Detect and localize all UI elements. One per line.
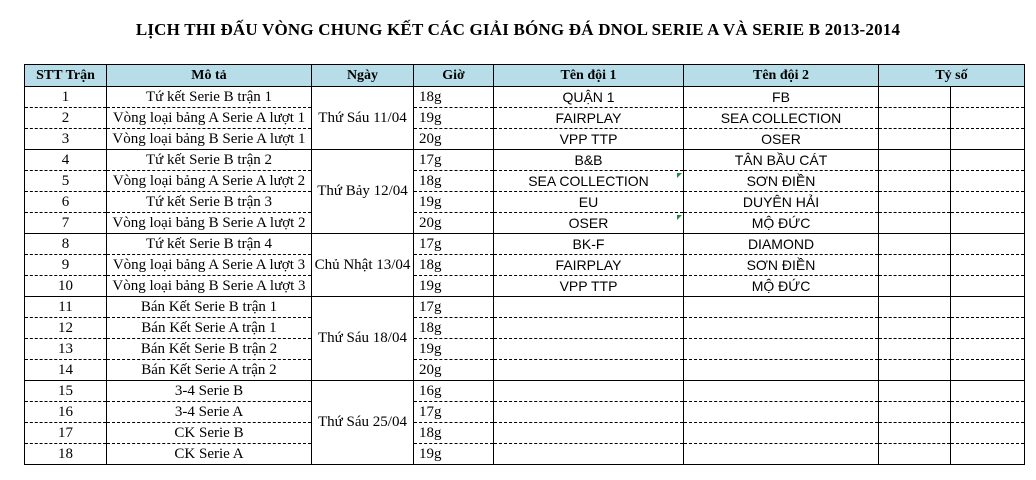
cell-time[interactable]: 18g xyxy=(414,255,494,276)
cell-team-2[interactable]: MỘ ĐỨC xyxy=(684,213,879,234)
cell-team-1[interactable] xyxy=(494,444,684,465)
cell-score-2[interactable] xyxy=(951,402,1025,423)
cell-score-1[interactable] xyxy=(879,444,951,465)
header-description: Mô tả xyxy=(107,65,312,87)
cell-team-1[interactable]: BK-F xyxy=(494,234,684,255)
cell-team-2[interactable] xyxy=(684,423,879,444)
cell-team-2[interactable]: DUYÊN HẢI xyxy=(684,192,879,213)
table-row xyxy=(25,276,1025,297)
cell-score-1[interactable] xyxy=(879,150,951,171)
cell-time[interactable]: 19g xyxy=(414,444,494,465)
cell-time[interactable]: 17g xyxy=(414,402,494,423)
cell-score-2[interactable] xyxy=(951,423,1025,444)
cell-team-2[interactable]: DIAMOND xyxy=(684,234,879,255)
cell-description[interactable]: Bán Kết Serie A trận 2 xyxy=(107,360,312,381)
cell-team-2[interactable]: MỘ ĐỨC xyxy=(684,276,879,297)
cell-score-2[interactable] xyxy=(951,171,1025,192)
cell-score-2[interactable] xyxy=(951,381,1025,402)
table-row xyxy=(25,339,1025,360)
cell-score-2[interactable] xyxy=(951,444,1025,465)
cell-stt[interactable]: 8 xyxy=(25,234,107,255)
cell-description[interactable]: Bán Kết Serie B trận 2 xyxy=(107,339,312,360)
cell-score-2[interactable] xyxy=(951,234,1025,255)
table-row xyxy=(25,234,1025,255)
cell-score-2[interactable] xyxy=(951,192,1025,213)
cell-description[interactable]: Tứ kết Serie B trận 3 xyxy=(107,192,312,213)
cell-time[interactable]: 20g xyxy=(414,129,494,150)
cell-time[interactable]: 17g xyxy=(414,234,494,255)
cell-team-2[interactable] xyxy=(684,381,879,402)
cell-stt[interactable]: 5 xyxy=(25,171,107,192)
header-stt: STT Trận xyxy=(25,65,107,87)
header-team-1: Tên đội 1 xyxy=(494,65,684,87)
cell-description[interactable]: Bán Kết Serie B trận 1 xyxy=(107,297,312,318)
cell-score-2[interactable] xyxy=(951,339,1025,360)
cell-time[interactable]: 18g xyxy=(414,87,494,108)
cell-score-2[interactable] xyxy=(951,360,1025,381)
comment-marker-icon[interactable] xyxy=(677,215,682,220)
table-row xyxy=(25,129,1025,150)
table-row xyxy=(25,423,1025,444)
cell-team-2[interactable]: TÂN BẦU CÁT xyxy=(684,150,879,171)
cell-description[interactable]: Tứ kết Serie B trận 1 xyxy=(107,87,312,108)
cell-description[interactable]: Vòng loại bảng B Serie A lượt 1 xyxy=(107,129,312,150)
cell-score-1[interactable] xyxy=(879,213,951,234)
cell-stt[interactable]: 14 xyxy=(25,360,107,381)
cell-team-1[interactable] xyxy=(494,318,684,339)
cell-date[interactable]: Chủ Nhật 13/04 xyxy=(312,234,414,297)
cell-description[interactable]: CK Serie B xyxy=(107,423,312,444)
cell-score-1[interactable] xyxy=(879,192,951,213)
cell-team-1[interactable]: B&B xyxy=(494,150,684,171)
cell-stt[interactable]: 13 xyxy=(25,339,107,360)
cell-score-2[interactable] xyxy=(951,129,1025,150)
cell-score-1[interactable] xyxy=(879,129,951,150)
cell-time[interactable]: 20g xyxy=(414,360,494,381)
cell-score-2[interactable] xyxy=(951,276,1025,297)
cell-score-1[interactable] xyxy=(879,276,951,297)
table-row xyxy=(25,255,1025,276)
cell-stt[interactable]: 12 xyxy=(25,318,107,339)
cell-time[interactable]: 19g xyxy=(414,276,494,297)
cell-description[interactable]: Vòng loại bảng B Serie A lượt 3 xyxy=(107,276,312,297)
cell-stt[interactable]: 3 xyxy=(25,129,107,150)
cell-team-1[interactable] xyxy=(494,381,684,402)
cell-score-2[interactable] xyxy=(951,87,1025,108)
schedule-table xyxy=(24,64,1025,465)
cell-team-1[interactable]: VPP TTP xyxy=(494,276,684,297)
cell-team-2[interactable]: SƠN ĐIỀN xyxy=(684,255,879,276)
cell-team-2[interactable]: SEA COLLECTION xyxy=(684,108,879,129)
cell-description[interactable]: Vòng loại bảng A Serie A lượt 2 xyxy=(107,171,312,192)
cell-team-1[interactable] xyxy=(494,339,684,360)
cell-score-1[interactable] xyxy=(879,423,951,444)
cell-stt[interactable]: 7 xyxy=(25,213,107,234)
header-date: Ngày xyxy=(312,65,414,87)
cell-stt[interactable]: 15 xyxy=(25,381,107,402)
comment-marker-icon[interactable] xyxy=(677,173,682,178)
cell-team-2[interactable] xyxy=(684,360,879,381)
cell-time[interactable]: 17g xyxy=(414,297,494,318)
cell-time[interactable]: 20g xyxy=(414,213,494,234)
cell-date[interactable]: Thứ Sáu 11/04 xyxy=(312,87,414,150)
cell-team-2[interactable] xyxy=(684,339,879,360)
cell-time[interactable]: 18g xyxy=(414,318,494,339)
cell-team-1[interactable]: FAIRPLAY xyxy=(494,108,684,129)
cell-time[interactable]: 19g xyxy=(414,108,494,129)
cell-team-1[interactable]: QUẬN 1 xyxy=(494,87,684,108)
cell-team-2[interactable] xyxy=(684,444,879,465)
cell-time[interactable]: 16g xyxy=(414,381,494,402)
cell-score-1[interactable] xyxy=(879,339,951,360)
table-row xyxy=(25,171,1025,192)
cell-stt[interactable]: 16 xyxy=(25,402,107,423)
table-body xyxy=(25,87,1025,465)
cell-score-1[interactable] xyxy=(879,360,951,381)
cell-score-2[interactable] xyxy=(951,255,1025,276)
table-row xyxy=(25,108,1025,129)
cell-time[interactable]: 19g xyxy=(414,339,494,360)
header-time: Giờ xyxy=(414,65,494,87)
cell-team-1[interactable]: FAIRPLAY xyxy=(494,255,684,276)
cell-team-2[interactable] xyxy=(684,318,879,339)
cell-team-2[interactable]: FB xyxy=(684,87,879,108)
table-row xyxy=(25,150,1025,171)
cell-stt[interactable]: 6 xyxy=(25,192,107,213)
header-team-2: Tên đội 2 xyxy=(684,65,879,87)
cell-score-1[interactable] xyxy=(879,255,951,276)
cell-stt[interactable]: 1 xyxy=(25,87,107,108)
table-row xyxy=(25,213,1025,234)
cell-score-1[interactable] xyxy=(879,318,951,339)
cell-date[interactable]: Thứ Sáu 18/04 xyxy=(312,297,414,381)
cell-team-1[interactable] xyxy=(494,423,684,444)
cell-score-2[interactable] xyxy=(951,213,1025,234)
cell-date[interactable]: Thứ Bảy 12/04 xyxy=(312,150,414,234)
cell-team-1[interactable]: VPP TTP xyxy=(494,129,684,150)
table-row xyxy=(25,360,1025,381)
cell-team-1[interactable]: SEA COLLECTION xyxy=(494,171,684,192)
cell-team-1[interactable]: OSER xyxy=(494,213,684,234)
cell-score-2[interactable] xyxy=(951,150,1025,171)
cell-score-1[interactable] xyxy=(879,297,951,318)
cell-team-1[interactable] xyxy=(494,360,684,381)
cell-description[interactable]: CK Serie A xyxy=(107,444,312,465)
cell-description[interactable]: Tứ kết Serie B trận 4 xyxy=(107,234,312,255)
cell-score-1[interactable] xyxy=(879,108,951,129)
cell-time[interactable]: 17g xyxy=(414,150,494,171)
cell-score-1[interactable] xyxy=(879,234,951,255)
cell-time[interactable]: 19g xyxy=(414,192,494,213)
cell-stt[interactable]: 9 xyxy=(25,255,107,276)
table-row xyxy=(25,381,1025,402)
cell-stt[interactable]: 17 xyxy=(25,423,107,444)
cell-stt[interactable]: 10 xyxy=(25,276,107,297)
cell-description[interactable]: Vòng loại bảng B Serie A lượt 2 xyxy=(107,213,312,234)
cell-score-1[interactable] xyxy=(879,171,951,192)
cell-description[interactable]: 3-4 Serie A xyxy=(107,402,312,423)
cell-score-1[interactable] xyxy=(879,402,951,423)
cell-time[interactable]: 18g xyxy=(414,171,494,192)
header-score: Tỷ số xyxy=(879,65,1025,87)
table-header xyxy=(25,65,1025,87)
cell-score-1[interactable] xyxy=(879,87,951,108)
cell-description[interactable]: 3-4 Serie B xyxy=(107,381,312,402)
cell-team-2[interactable]: OSER xyxy=(684,129,879,150)
table-row xyxy=(25,318,1025,339)
cell-description[interactable]: Tứ kết Serie B trận 2 xyxy=(107,150,312,171)
page-title: LỊCH THI ĐẤU VÒNG CHUNG KẾT CÁC GIẢI BÓNG ĐÁ DNOL SERIE A VÀ SERIE B 2013-2014 xyxy=(135,20,901,39)
cell-description[interactable]: Bán Kết Serie A trận 1 xyxy=(107,318,312,339)
cell-team-2[interactable] xyxy=(684,402,879,423)
cell-description[interactable]: Vòng loại bảng A Serie A lượt 3 xyxy=(107,255,312,276)
cell-score-2[interactable] xyxy=(951,318,1025,339)
cell-stt[interactable]: 2 xyxy=(25,108,107,129)
table-row xyxy=(25,402,1025,423)
table-row xyxy=(25,87,1025,108)
cell-stt[interactable]: 18 xyxy=(25,444,107,465)
table-row xyxy=(25,297,1025,318)
cell-team-1[interactable] xyxy=(494,297,684,318)
cell-score-2[interactable] xyxy=(951,108,1025,129)
cell-team-2[interactable] xyxy=(684,297,879,318)
cell-date[interactable]: Thứ Sáu 25/04 xyxy=(312,381,414,465)
cell-team-1[interactable] xyxy=(494,402,684,423)
cell-score-1[interactable] xyxy=(879,381,951,402)
cell-team-2[interactable]: SƠN ĐIỀN xyxy=(684,171,879,192)
cell-score-2[interactable] xyxy=(951,297,1025,318)
cell-description[interactable]: Vòng loại bảng A Serie A lượt 1 xyxy=(107,108,312,129)
table-row xyxy=(25,192,1025,213)
cell-stt[interactable]: 4 xyxy=(25,150,107,171)
cell-team-1[interactable]: EU xyxy=(494,192,684,213)
cell-stt[interactable]: 11 xyxy=(25,297,107,318)
table-row xyxy=(25,444,1025,465)
cell-time[interactable]: 18g xyxy=(414,423,494,444)
